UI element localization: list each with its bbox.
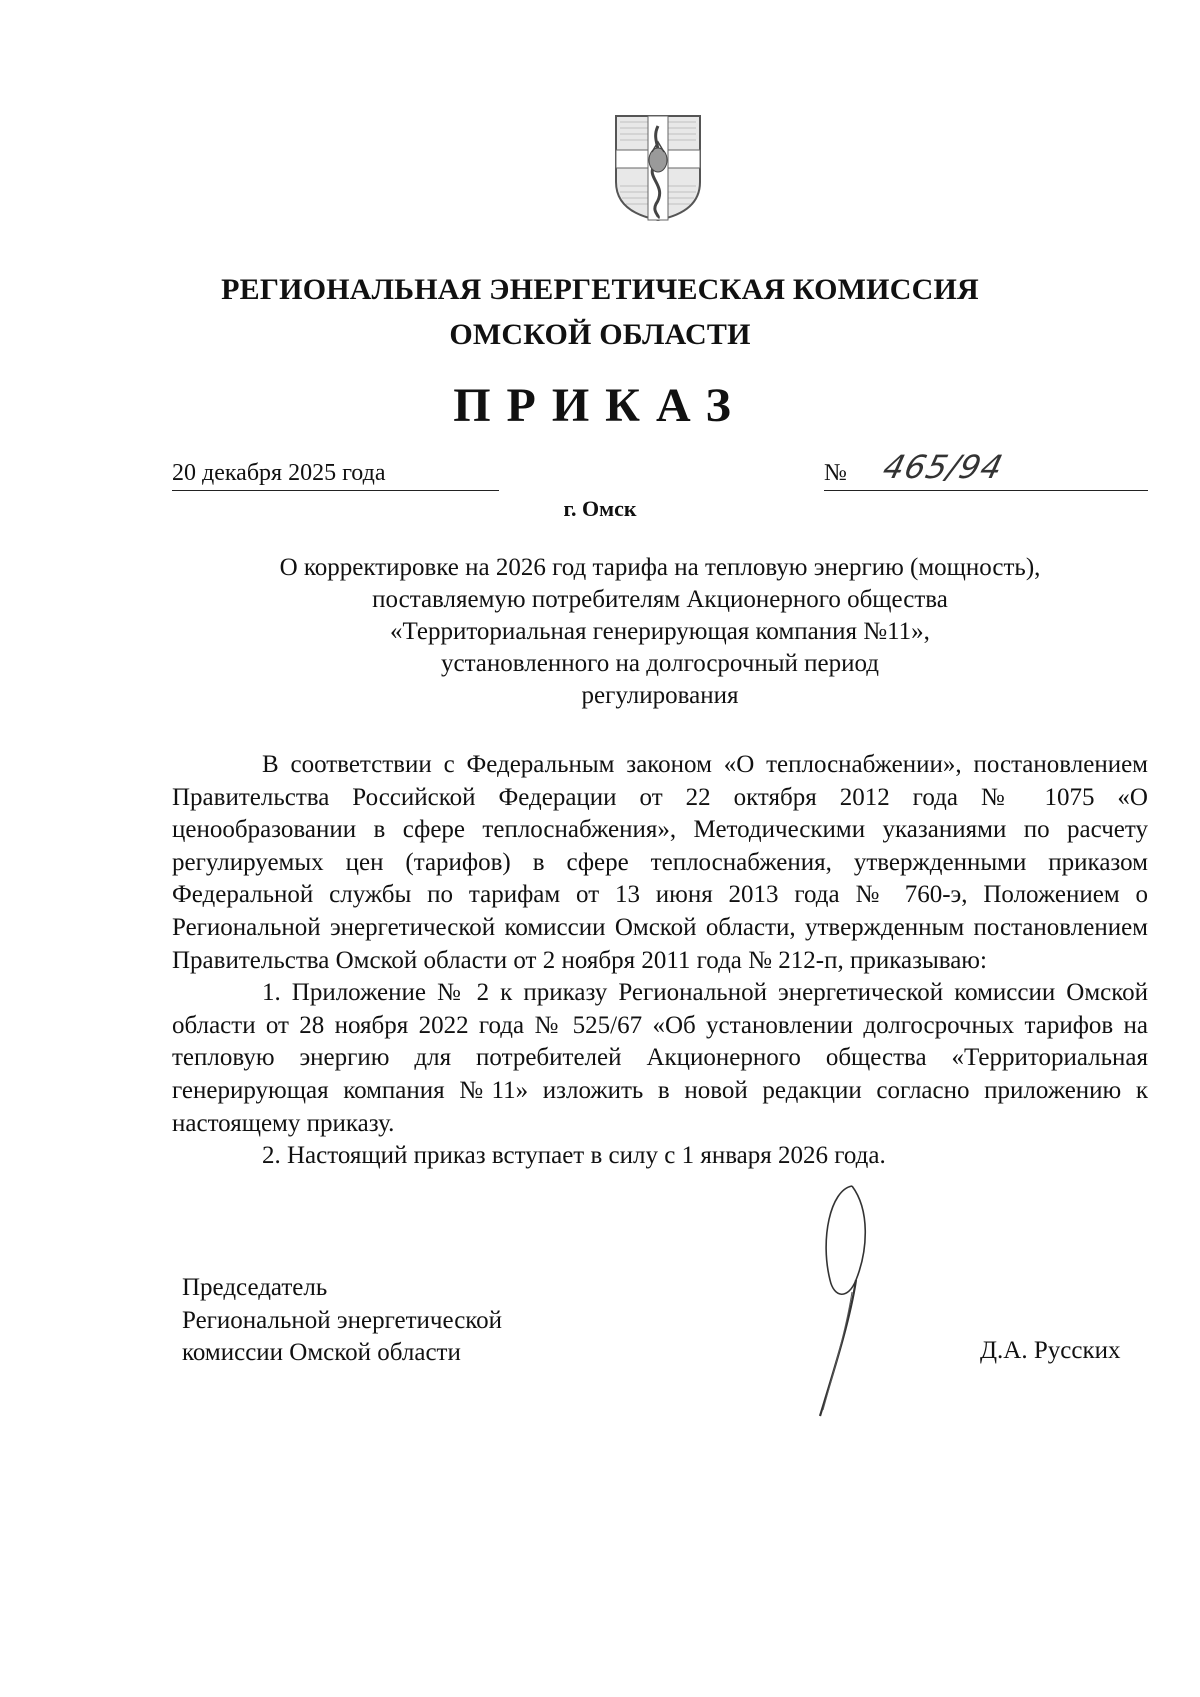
order-item-1: 1. Приложение № 2 к приказу Региональной энергетической комиссии Омской области от 28 ноября 2022 года № 525/67 «Об установлении долгосрочных тарифов на тепловую энергию для потребителей Акционерного общества «Территориальная генерирующая компания №11» изложить в новой редакции согласно приложению к настоящему приказу. [172,979,1148,1137]
city-name: г. Омск [563,496,637,521]
signatory-title [182,1272,502,1370]
subject-line: регулирования [581,682,739,709]
subject-line: установленного на долгосрочный период [440,650,879,677]
order-number-handwritten: 465/94 [879,448,1008,486]
order-item-2: 2. Настоящий приказ вступает в силу с 1 января 2026 года. [262,1142,886,1170]
order-number [824,448,1148,491]
signatory-title-line: Председатель [182,1274,328,1301]
organization-name-line1: РЕГИОНАЛЬНАЯ ЭНЕРГЕТИЧЕСКАЯ КОМИССИЯ [221,273,979,306]
signatory-title-line: комиссии Омской области [182,1339,461,1366]
order-number-prefix: № [824,460,847,486]
handwritten-signature [790,1180,900,1420]
signatory-name: Д.А. Русских [980,1337,1121,1364]
order-subject [172,552,1148,712]
preamble-paragraph: В соответствии с Федеральным законом «О теплоснабжении», постановлением Правительства Российской Федерации от 22 октября 2012 года № 1075 «О ценообразовании в сфере теплоснабжения», Методическими указаниями по расчету регулируемых цен (тарифов) в сфере теплоснабжения, утвержденными приказом Федеральной службы по тарифам от 13 июня 2013 года № 760-э, Положением о Региональной энергетической комиссии Омской области, утвержденным постановлением Правительства Омской области от 2 ноября 2011 года № 212-п, приказываю: [172,751,1148,974]
signatory-title-line: Региональной энергетической [182,1306,503,1334]
organization-name-line2: ОМСКОЙ ОБЛАСТИ [449,318,751,351]
subject-line: «Территориальная генерирующая компания №11», [390,618,930,645]
order-date [172,460,499,491]
subject-line: О корректировке на 2026 год тарифа на тепловую энергию (мощность), [279,554,1041,581]
subject-line: поставляемую потребителям Акционерного общества [372,586,948,613]
coat-of-arms-emblem [612,112,704,224]
order-body [172,749,1148,1173]
order-date-text: 20 декабря 2025 года [172,460,386,486]
document-type-title: ПРИКАЗ [453,379,747,432]
